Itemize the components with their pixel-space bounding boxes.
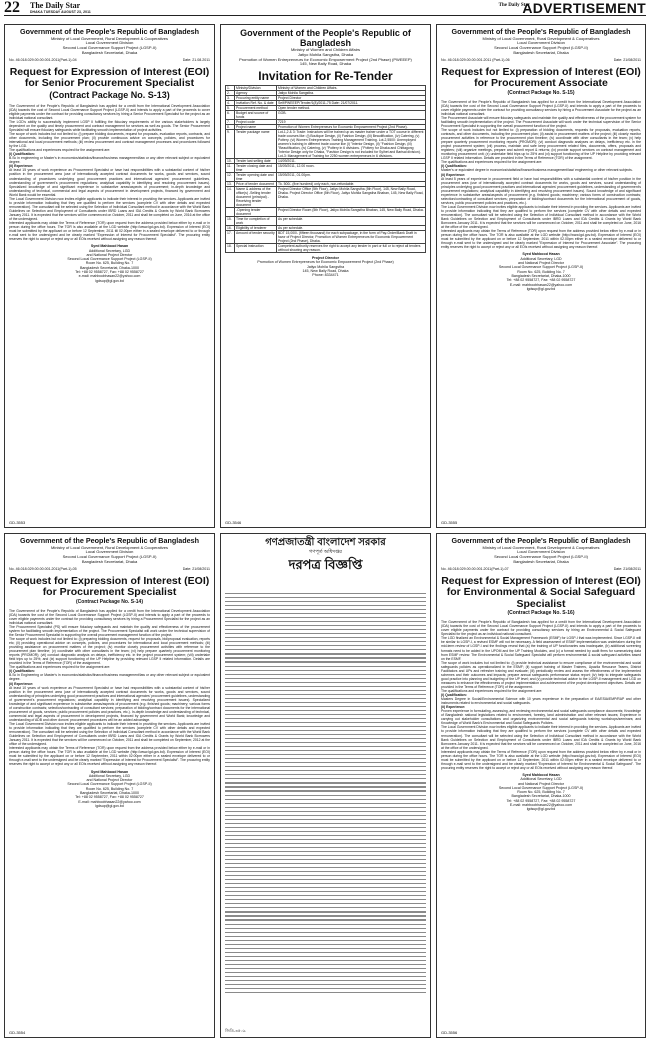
ad-address: 145, New Baily Road, Dhaka xyxy=(299,61,352,67)
ad-qualification-label: (i) Qualification: xyxy=(9,152,35,157)
ad-paragraph: The Local Government Division now invites eligible applicants to indicate their interest in providing the services. Applicants are invited to provide information indicating that they are qualified to perform the services (complete CV with other details and expected remuneration). The consultant will be selected using the Selection of Individual Consultant method in accordance with the World Bank Guidelines on Selection and Employment of Consultants under IBRD Loans and IDA Credits & Grants by World Bank Borrowers January 2011. It is expected that the services will be commenced on October, 2011 and shall be completed on June, 2016 at the office of the undersigned. xyxy=(441,725,641,750)
row-number: 13. xyxy=(226,182,235,187)
row-label: Name & address of the office(s) -Selling tender document (principal) -Receiving tender document xyxy=(235,187,277,208)
ad-ref: No. 46.018.029.00.00.001.2011 (Part-1)-06 xyxy=(441,57,510,62)
ad-paragraph: The Local Government Division now invites eligible applicants to indicate their interest in providing the services. Applicants are invited to provide information indicating that they are qualified to perform the services (complete CV with other details and expected remuneration). The consultant will be selected using the Selection of Individual Consultant method in accordance with the World Bank Guidelines on Selection and Employment of Consultants under IBRD Loans and IDA Credits & Grants by World Bank Borrowers January 2011. It is expected that the services will be commenced on October, 2011 and shall be completed on June, 2016 at the office of the undersigned. xyxy=(9,196,210,221)
ad-invitation-re-tender xyxy=(220,24,431,528)
row-value: GOB. xyxy=(277,111,426,120)
ad-code: GD-3554 xyxy=(9,1030,26,1035)
row-label: Amount of tender security xyxy=(235,231,277,244)
ad-title: Request for Expression of Interest (EOI) for Environmental & Social Safeguard Specialist xyxy=(441,574,641,610)
ad-paragraph: The scope of work includes but not limited to: (i) preparing bidding documents, request for proposals, bid/proposal evaluation, reports etc; (ii) providing operational advice on concepts, policies, and procedures for international and local procurement methods; (iii) providing assistance on procurement matters of the project; (iv) monitor closely procurement activities with reference to the procurement plan timeline; (v) coordinate with other consultants in the team; (vi) help prepare quarterly procurement monitoring reports (PROMOR); (vii) conduct diagnostic analysis on delays, inefficiency etc. in the project procurement system; (viii) undertake field trips up to 25%; and (ix) support functioning of the UP Helpline by providing relevant LGSP II related information. Details are provided in the Terms of Reference (TOR) of the assignment. xyxy=(9,637,210,666)
ad-code: জিডি-৩৫০৯ xyxy=(225,1028,246,1033)
row-value: 7219 xyxy=(277,120,426,125)
bengali-text-block xyxy=(225,590,426,1020)
ad-code: GD-3546 xyxy=(225,520,242,525)
ad-environmental-safeguard-specialist xyxy=(436,533,646,1038)
ad-agency: Jatiyo Mohila Sangstha, Dhaka xyxy=(297,51,354,57)
ad-package: (Contract Package No. S-15) xyxy=(507,89,575,96)
ad-signature: Syed Mahbood Hasan Additional Secretary, LGD and National Project Director Second Local Governance Support Project (LGSP-II) Room No. 625, Building No. 7 Bangladesh Secretariat, Dhaka-1000 Tel: +88 02 9558727, Fax: +88 02 9558727 e-mail: mahboobhasan22@yahoo.com lgdsup@gl.gov.bd xyxy=(67,244,152,283)
ad-gov-heading: গণপ্রজাতন্ত্রী বাংলাদেশ সরকার xyxy=(265,537,386,548)
ad-qualification-label: (i) Qualification: xyxy=(9,669,35,674)
ad-paragraph: The scope of work includes but not limited to: (i) provide technical assistance to ensure compliance of the environmental and social safeguards policies as operationalized in the ESMF; (ii) support training of Master Trainers, Upazila Resource Teams, District Facilitators and UPs and refresher training and evaluate; (iii) periodically review and assess the effectiveness of the implemented schemes and their outcomes and impacts; prepare annual safeguards performance status report; (iv) help to integrate safeguards good practice into planning and budgeting of the UP level; and (v) provide technical advice to the LGSP-II management and LGD on measures to enhance the effectiveness of project implementation and achievement of the project development objectives. Details are provided in the Terms of Reference (TOR) of the assignment. xyxy=(441,660,641,689)
row-value: Tk. 500/- (five hundred) only each, non-refundable. xyxy=(277,182,426,187)
ad-experience: At least 15 years of work experience as Procurement Specialist or have had responsibilities with a substantial content of his/her position in the procurement area (use of internationally accepted contract documents for works, goods and services, sound understanding of procedures underlying good procurement practices and international agencies' procurement guidelines, understanding of government's procurement regulations; analytical capability in identifying and resolving procurement issues). Specialized knowledge of and significant experience in substantive areas/aspects of procurement; in-depth knowledge and understanding of technical, commercial and legal aspects of procurement in development projects, financed by government and World Bank would be essential. xyxy=(9,168,210,197)
ad-ministry: Ministry of Local Government, Rural Development & Cooperatives xyxy=(51,544,168,550)
ad-division: Local Government Division xyxy=(85,549,134,555)
ad-gov-heading: Government of the People's Republic of Bangladesh xyxy=(451,536,631,545)
row-number: 6. xyxy=(226,111,235,120)
ad-experience: At least 5 years of experience in procurement field or have had responsibilities with a substantial content of his/her position in the procurement area (use of internationally accepted contract documents for works, goods and services, sound understanding of principles underlying good procurement practices and international agencies' procurement guidelines, understanding of government's procurement regulations; analytical capability in identifying and resolving procurement issues). Sound knowledge of and significant experience in substantive areas/aspects of procurement (e.g. finished goods; machinery; various forms of construction contracts; selection/contracting of consultant services; preparation of bidding/contract documents for the international procurement of goods, services, public procurement policies and practices, etc.). xyxy=(441,176,641,205)
row-label: Time for completion of work xyxy=(235,217,277,226)
row-label: Special instruction xyxy=(235,244,277,253)
row-number: 8. xyxy=(226,125,235,130)
ad-ministry: Ministry of Women and Children Affairs xyxy=(291,47,360,52)
ad-paragraph: The Government of the People's Republic of Bangladesh has applied for a credit from the International Development Association (IDA) towards the cost of the Second Local Governance Support Project (LGSP-II) and intends to apply a part of the proceeds to cover eligible payments under the contract for providing consultancy services by hiring an Environmental & Social Safeguard Specialist for the project as an individual national consultant. xyxy=(441,620,641,637)
row-label: Procuring entity name xyxy=(235,96,277,101)
ad-experience-label: (ii) Experience: xyxy=(441,172,466,177)
ad-paragraph: The Government of the People's Republic of Bangladesh has applied for a credit from the International Development Association (IDA) towards the cost of Second Local Governance Support Project (LGSP-II) and intends to apply a part of the proceeds to cover eligible payments under the contract for providing consultancy services by hiring a Senior Procurement Specialist for the project as an individual national consultant. xyxy=(9,103,210,120)
tender-table-row xyxy=(226,244,426,253)
ad-paragraph: The Procurement Specialist (PS) will ensure fiduciary safeguards and maintain the quality and effectiveness of the procurement system for facilitating smooth implementation of the project. The Procurement Specialist will work under the technical supervision of the Senior Procurement Specialist in supporting the overall procurement management function of the project. xyxy=(9,624,210,637)
ad-date: Date: 21/08/2011 xyxy=(613,566,641,571)
ad-title: Request for Expression of Interest (EOI) for Senior Procurement Specialist xyxy=(9,65,210,90)
ad-gov-heading: Government of the People's Republic of Bangladesh xyxy=(19,536,200,545)
ad-experience: Proven experience in formulating, assessing, and reviewing environmental and social safeguards compliance documents; Knowledge of Bangladesh national legislations related to environment, forestry, land administration and other relevant issues; Experience in carrying out stakeholder consultations and organizing environmental and social safeguards training workshops/seminars; and Knowledge of World Bank's Environmental and Social Safeguards Policies. xyxy=(441,709,641,726)
ad-qualification: B.Sc in Engineering or Master's in economics/statistics/finance/business management/law or any other relevant subject or equivalent degree. xyxy=(9,673,210,682)
row-value: 15/09/2011, 01.00pm. xyxy=(277,173,426,182)
ad-paragraph: Interested applicants may obtain the Terms of Reference (TOR) upon request from the address provided below either by e-mail or in person during the office hours. The TOR is also available at the LGD website (http://www.lgd.gov.bd). Expression of Interest (EOI) must be submitted by the applicant on or before 12 September, 2011 within 02:00pm either in a sealed envelope delivered to or through e-mail sent to the undersigned and be clearly marked "Expression of Interest for Procurement Specialist". The procuring entity reserves the right to accept or reject any or all EOIs received without assigning any reason thereof. xyxy=(9,746,210,767)
ad-paragraph: The LGD finalized an Environmental & Social Management Framework (ESMF) for LGSP-I that was implemented. Since LGSP-II will be similar to LGSP-I, a revised ESMF will not be necessary. A field assessment of ESMF implementation was undertaken during the mid-term review of LGSP-I and the findings reveal that (a) the training of UP functionaries was inadequate, (b) additional screening formats need to be added in the UPOM and the UP Training Modules, and (c) a format needed by audit firms for summarizing data from ESMF review. The Environmental & Social Safeguard Specialist will perform environmental & social safeguard activities based on the ESMF. xyxy=(441,636,641,661)
ad-address: Bangladesh Secretariat, Dhaka xyxy=(81,49,138,55)
row-label: Project name xyxy=(235,125,277,130)
ad-address: Bangladesh Secretariat, Dhaka xyxy=(513,49,569,55)
ad-qualification: Masters Degree in Social/Environmental Science with 10 years experience in the preparation of EA/ESIA/EMP/RAP and other instruments related to environmental and social safeguards. xyxy=(441,697,641,706)
row-label: Project code xyxy=(235,120,277,125)
ad-qualification-label: (i) Qualification: xyxy=(441,693,467,698)
row-value: Competent authority reserves the right to accept any tender in part or full or to reject all tenders without showing any reason. xyxy=(277,244,426,253)
ad-procurement-associate xyxy=(436,24,646,528)
row-value: Lot-1,2 & 3: Trade: Instructors will be trained up as master trainer under a TOT course in different trade courses like: (i) Boutique Design, (ii) Fashion Design, (iii) Beautification, (iv) Catering, (v) Pottery. (vi) Women Entrepreneurs Training Management Training. Lot-2,5500: Unemployed women's training in different trade course like (i) "Interior Design, (ii) "Fashion Design, (iii) "Beautification, (iv) Catering, (v) "Pottery in 6 divisions. ("Pottery for Dhaka and Chittagong "Interior Design only for Dhaka, "Fashion Design is not included for Sylhet and Barisal division). Lot-3: Management of Training for 2250 women entrepreneurs in 6 divisions. xyxy=(277,130,426,159)
ad-experience-label: (ii) Experience: xyxy=(9,681,34,686)
row-label: Tender package name xyxy=(235,130,277,159)
row-number: 4. xyxy=(226,101,235,106)
row-label: Tender last selling date xyxy=(235,159,277,164)
tender-table-row xyxy=(226,164,426,173)
ad-qualification-label: (i) Qualification: xyxy=(441,164,467,169)
ad-package: (Contract Package No. S-13) xyxy=(49,89,170,100)
ad-title: দরপত্র বিজ্ঞপ্তি xyxy=(288,557,363,572)
row-number: 3. xyxy=(226,96,235,101)
row-number: 15. xyxy=(226,217,235,226)
ad-experience-label: (ii) Experience: xyxy=(9,164,34,169)
row-value: 15/09/2011, 12.00 noon. xyxy=(277,164,426,173)
ad-paragraph: The LGD's ability to successfully implement LGSP II fulfilling the fiduciary requirements of the various stakeholders is largely dependent on the quality and timely procurement and contract management for services as well as goods. The Senior Procurement Specialist will ensure fiduciary safeguards while facilitating smooth implementation of project activities. xyxy=(9,119,210,132)
ad-paragraph: Interested applicants may obtain the Terms of Reference (TOR) upon request from the address provided below either by e-mail or in person during the office hours. The TOR is also available at the LGD website (http://www.lgd.gov.bd). Expression of Interest (EOI) must be submitted by the applicant on or before 12 September, 2011 within 02.00pm either in a sealed envelope delivered to or through e-mail sent to the undersigned and be clearly marked "Expression of Interest for Procurement Associate". The procuring entity reserves the right to accept or reject any or all EOIs received without assigning any reason thereof. xyxy=(441,229,641,250)
ad-paragraph: The Government of the People's Republic of Bangladesh has applied for a credit from the International Development Association (IDA) towards the cost of the Second Local Governance Support Project (LGSP-II) and intends to apply a part of the proceeds to cover eligible payments under the contract for providing consultancy services by hiring a Procurement Associate for the project as an individual national consultant. xyxy=(441,99,641,116)
ad-gov-heading: Government of the People's Republic of Bangladesh xyxy=(451,27,631,36)
ad-title: Invitation for Re-Tender xyxy=(258,69,393,84)
row-value: BDT 15,000/- (fifteen thousand) for each subpackage, in the form of Pay-Order/Bank Draft in favor of Project Director, Promotion of Women Entrepreneurs for Economic Empowerment Project (2nd Phase), Dhaka. xyxy=(277,231,426,244)
ad-project: Second Local Governance Support Project (LGSP-II) xyxy=(494,554,588,560)
row-value: Project Director Room (5th Floor), Jatiyo Mohila Sangstha Bhaban, 145, New Baily Road, Dhaka. xyxy=(277,208,426,217)
ad-paragraph: The Local Government Division now invites eligible applicants to indicate their interest in providing the services. Applicants are invited to provide information indicating that they are qualified to perform the services (complete CV with other details and expected remuneration). The consultant will be selected using the Selection of Individual Consultant method in accordance with the World Bank Guidelines on Selection and Employment of Consultants under IBRD Loans and IDA Credits & Grants by World Bank Borrowers January 2011. It is expected that the services will be commenced on October, 2011 and shall be completed on June, 2016 at the office of the undersigned. xyxy=(441,204,641,230)
row-number: 2. xyxy=(226,91,235,96)
ad-package: (Contract Package No. S-16) xyxy=(507,610,575,617)
ad-address: Bangladesh Secretariat, Dhaka xyxy=(81,558,138,564)
ad-qualification: Master's or equivalent degree in economics/statistics/finance/business management/law/ engineering or other relevant subjects. xyxy=(441,168,633,173)
ad-paragraph: The Government of the People's Republic of Bangladesh has applied for a credit from the International Development Association (IDA) towards the cost of the Second Local Governance Support Project (LGSP-II) and intends to apply a part of the proceeds to cover eligible payments under the contract for providing consultancy services by hiring a Procurement Specialist for the project as an individual national consultant. xyxy=(9,608,210,625)
ad-ministry: Ministry of Local Government, Rural Development & Cooperatives xyxy=(482,544,600,550)
row-label: Ministry/Division xyxy=(235,86,277,91)
tender-table xyxy=(225,85,426,253)
row-number: 11. xyxy=(226,164,235,173)
page-header xyxy=(4,2,646,16)
row-number: 12. xyxy=(226,173,235,182)
row-label: Budget and source of funds xyxy=(235,111,277,120)
ad-paragraph: The Procurement Associate will ensure fiduciary safeguards and maintain the quality and effectiveness of the procurement system for facilitating smooth implementation of the project. The Procurement Associate will work under the technical supervision of the Senior Procurement Specialist in supporting the overall procurement function of the project. xyxy=(441,115,641,128)
ad-project: Second Local Governance Support Project (LGSP-II) xyxy=(62,45,157,51)
ad-code: GD-3556 xyxy=(441,1030,458,1035)
row-label: Tender opening date and time xyxy=(235,173,277,182)
ad-address: Bangladesh Secretariat, Dhaka xyxy=(513,558,569,564)
ad-title: Request for Expression of Interest (EOI) for Procurement Specialist xyxy=(9,574,210,599)
row-label: Price of tender document xyxy=(235,182,277,187)
page-number: 22 xyxy=(4,0,20,16)
ad-paragraph: The scope of work includes but not limited to: (i) prepare bidding documents, request for proposals, evaluation reports, contracts, and other documents, including the procurement plan; (ii) provide continuous advice on concepts, policies, and procedures for international and local procurement methods; (iii) review procurement and contract management processes and procedures followed by the LGD. xyxy=(9,132,210,149)
ad-procurement-specialist xyxy=(4,533,215,1038)
row-value: Open tender method. xyxy=(277,106,426,111)
ad-gov-heading: Government of the People's Republic of Bangladesh xyxy=(240,28,411,48)
row-label: Eligibility of tenderer xyxy=(235,226,277,231)
row-number: 7. xyxy=(226,120,235,125)
tender-table-row xyxy=(226,130,426,159)
masthead: The Daily Star xyxy=(30,1,81,10)
row-number: 9. xyxy=(226,130,235,159)
ad-ministry: Ministry of Local Government, Rural Development & Cooperatives xyxy=(482,35,600,41)
row-number: 5. xyxy=(226,106,235,111)
ad-signature: Syed Mahbood Hasan Additional Secretary, LGD and National Project Director Second Local Governance Support Project (LGSP-II) Room No. 625, Building No. 7 Bangladesh Secretariat, Dhaka-1000 Tel: +88 02 9558727, Fax: +88 02 9558727 E-mail: mahboobhasan22@yahoo.com lgdsup@gl.gov.bd xyxy=(498,252,584,291)
row-number: 14. xyxy=(226,187,235,208)
ad-project: Promotion of Women Entrepreneurs for Economic Empowerment Project (2nd Phase) (PWEEEP) xyxy=(239,56,412,62)
ad-paragraph: Interested applicants may obtain the Terms of Reference (TOR) upon request from the address provided below either by e-mail or in person during the office hours. The TOR is also available at the LGD website (http://www.lgd.gov.bd). Expression of Interest (EOI) must be submitted by the applicant on or before 12 September, 2011 till 02.00pm either in a sealed envelope delivered to or through e-mail sent to the undersigned and be clearly marked "Expression of Interest for Procurement Specialist". The procuring entity reserves the right to accept or reject any or all EOIs received without assigning any reason thereof. xyxy=(9,221,210,242)
row-number: 17. xyxy=(226,231,235,244)
ad-signature: Syed Mahbood Hasan Additional Secretary, LGD and National Project Director Second Local Governance Support Project (LGSP-II) Room No. 625, Building No. 7 Bangladesh Secretariat, Dhaka-1000 Tel: +88 02 9558727, Fax: +88 02 9558727 E-mail: mahboobhasan22@yahoo.com lgdsup@gl.gov.bd xyxy=(67,769,152,808)
ad-qual-label: The qualifications and experiences required for the assignment are: xyxy=(441,688,543,693)
ad-division: Local Government Division xyxy=(517,549,565,555)
ad-experience-label: (ii) Experience: xyxy=(441,705,466,710)
section-title: ADVERTISEMENT xyxy=(522,0,646,16)
row-value: As per schedule. xyxy=(277,226,426,231)
ad-date: Date: 21/08/2011 xyxy=(613,57,641,62)
tender-table-row xyxy=(226,217,426,226)
ad-gov-heading: Government of the People's Republic of Bangladesh xyxy=(19,27,200,36)
ad-signature: Syed Mahbood Hasan Additional Secretary, LGD and National Project Director Second Local Governance Support Project (LGSP-II) Room No. 625, Building No. 7 Bangladesh Secretariat, Dhaka-1000 Tel: +88 02 9558727, Fax: +88 02 9558727 E-mail: mahboobhasan22@yahoo.com lgdsup@gl.gov.bd xyxy=(498,772,584,812)
ad-qual-label: The qualifications and experiences required for the assignment are: xyxy=(9,148,111,153)
row-label: Procurement method xyxy=(235,106,277,111)
row-number: 10. xyxy=(226,159,235,164)
row-value: Self/PWEEEP/Tender/1(8)/2011-75 Date: 21/07/2011. xyxy=(277,101,426,106)
ad-division: Local Government Division xyxy=(517,40,565,46)
ad-date: Date: 21/08/2011 xyxy=(182,566,210,571)
tender-table-row xyxy=(226,173,426,182)
masthead-date: DHAKA TUESDAY AUGUST 23, 2011 xyxy=(30,10,91,14)
row-value: Project Director Office (5th Floor), Jatiyo Mohila Sangstha (5th Floor), 145, New Baily Road, Dhaka. Project Director Office (5th Floor), Jatiyo Mohila Sangstha Bhaban, 145, New Baily Road, Dhaka. xyxy=(277,187,426,208)
ad-division: Local Government Division xyxy=(85,40,134,46)
ad-senior-procurement-specialist xyxy=(4,24,215,528)
row-number: 1. xyxy=(226,86,235,91)
ad-code: GD-3553 xyxy=(9,520,26,525)
ad-paragraph: The Local Government Division now invites eligible applicants to indicate their interest in providing the services. Applicants are invited to provide information indicating that they are qualified to perform the services (complete CV with other details and expected remuneration). The consultant will be selected using the Selection of Individual Consultant method in accordance with the World Bank Guidelines on Selection and Employment of Consultants under IBRD Loans and IDA Credits & Grants by World Bank Borrowers January 2011. It is expected that the services will be commenced on October, 2011 and shall be completed on September, 2012 at the office of the undersigned. xyxy=(9,722,210,747)
row-label: Invitation Ref. No. & date xyxy=(235,101,277,106)
ad-title: Request for Expression of Interest (EOI) for Procurement Associate xyxy=(441,65,641,90)
tender-table-row xyxy=(226,111,426,120)
ad-ministry: Ministry of Local Government, Rural Development & Cooperatives xyxy=(51,35,168,41)
ad-qual-label: The qualifications and experiences required for the assignment are: xyxy=(9,665,111,670)
ad-package: (Contract Package No. S-14) xyxy=(76,598,143,605)
row-value: Jatiyo Mohila Sangstha. xyxy=(277,91,426,96)
row-value: Ministry of Women and Children Affairs. xyxy=(277,86,426,91)
tender-table-row xyxy=(226,208,426,217)
ad-qual-label: The qualifications and experiences required for the assignment are: xyxy=(441,160,543,165)
ad-project: Second Local Governance Support Project (LGSP-II) xyxy=(62,554,157,560)
tender-table-row xyxy=(226,187,426,208)
ad-signature: Project Director Promotion of Women Entrepreneurs for Economic Empowerment Project (2nd Phase) Jatiyo Mohila Sangstha 145, New Baily Road, Dhaka Phone: 8334471 xyxy=(257,256,394,278)
ad-experience: At least 10 years of work experience as Procurement Specialist or have had responsibilities with a substantial content of his/her position in the procurement area (use of internationally accepted contract documents for works, goods and services, sound understanding of principles underlying good procurement practices and international agencies' procurement guidelines, understanding of government's procurement regulations; analytical capability in identifying and resolving procurement issues). Specialized knowledge of and significant experience in substantive areas/aspects of procurement (e.g. finished goods; machinery; various forms of construction contracts; selection/contracting of consultant services; preparation of bidding/contract documents for the international procurement of goods, services; public procurement policies and practices, etc.). In-depth knowledge and understanding of technical, commercial and legal aspects of procurement in development projects, financed by government and World Bank; knowledge and understanding of ADB and other donors' procurement procedures will be an added advantage. xyxy=(9,685,210,722)
ad-paragraph: Interested applicants may obtain the Terms of Reference (TOR) upon request from the address provided below either by e-mail or in person during the office hours. The TOR is also available at the LGD website (http://www.lgd.gov.bd). Expression of Interest (EOI) must be submitted by the applicant on or before 12 September, 2011 within 02:00pm either in a sealed envelope delivered to or through e-mail sent to the undersigned and be clearly marked "Expression of Interest for Environmental & Social Safeguard". The procuring entity reserves the right to accept or reject any or all EOIs received without assigning any reason thereof. xyxy=(441,749,641,770)
row-value: Project Director xyxy=(277,96,426,101)
ad-bengali-tender-notice xyxy=(220,533,431,1038)
row-number: 18. xyxy=(226,244,235,253)
row-value: 14/09/2011. xyxy=(277,159,426,164)
ad-ref: No. 46.018.029.00.00.001.2011(Part-1)-05 xyxy=(9,566,77,571)
ad-ref: No. 46.018.029.00.00.001.2011(Part-1)-07 xyxy=(441,566,509,571)
row-number: 16. xyxy=(226,226,235,231)
ad-paragraph: The scope of work includes but not limited to: (i) preparation of bidding documents, requests for proposals, evaluation reports, contracts, and other documents, including the procurement plan; (ii) assist in procurement matters of the project; (iii) closely monitor procurement activities in reference to the procurement plan timeline; (iv) coordinate with other consultants in the team; (v) help prepare quarterly procurement monitoring reports (PROMOR); (vi) conduct diagnostic analyses on delays, inefficiency etc. in the project procurement system; (vii) process, maintain and safe keep procurement related files, documents, offers, proposals and registers; (viii) organize meetings, prepare and submit report & returns; (ix) provide support services on contract management and monitoring procurement unit; (x) undertake field trips up to 25% and (xi) support functioning of the UP Helpline by providing relevant LGSP II related information. Details are provided in the Terms of Reference (TOR) of the assignment. xyxy=(441,128,641,161)
tender-table-row xyxy=(226,231,426,244)
ad-ref: No. 46.018.029.00.00.001.2011(Part-1)-04 xyxy=(9,57,77,62)
row-value: Promotion of Women Entrepreneurs for Economic Empowerment Project (2nd Phase). xyxy=(277,125,426,130)
ad-qualification: B.Sc in engineering or Master's in economics/statistics/finance/business management/law or any other relevant subject or equivalent degree. xyxy=(9,156,210,165)
row-number xyxy=(226,208,235,217)
row-label: -Opening tender document xyxy=(235,208,277,217)
row-value: As per schedule. xyxy=(277,217,426,226)
ad-code: GD-3555 xyxy=(441,520,458,525)
row-label: Tender closing date and time xyxy=(235,164,277,173)
tender-table-row xyxy=(226,125,426,130)
ad-date: Date: 21.08.2011 xyxy=(182,57,210,62)
row-label: Agency xyxy=(235,91,277,96)
ad-project: Second Local Governance Support Project (LGSP-II) xyxy=(494,45,588,51)
ad-department: গণপূর্ত অধিদপ্তর xyxy=(309,549,342,555)
logo: The Daily Star xyxy=(498,3,530,8)
